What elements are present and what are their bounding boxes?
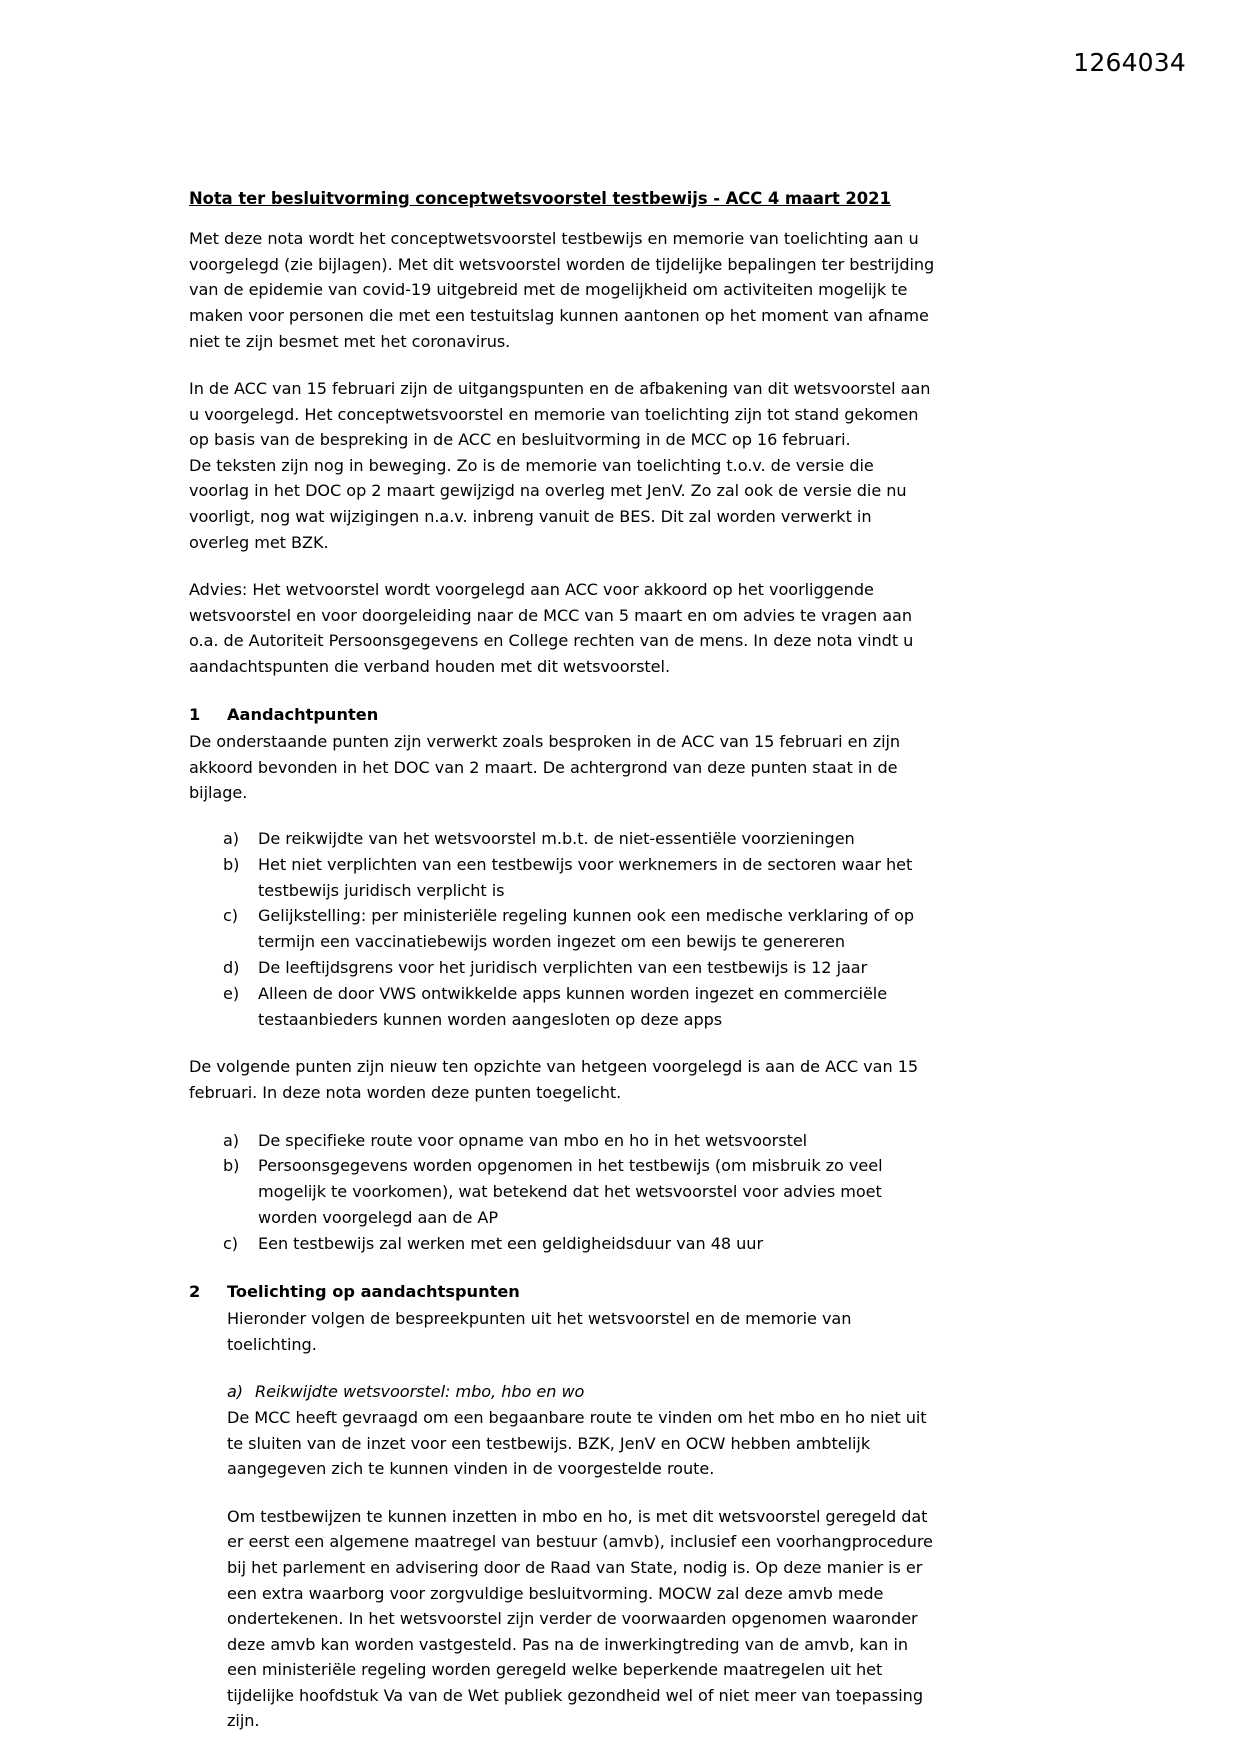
advies-paragraph: Advies: Het wetvoorstel wordt voorgelegd aan ACC voor akkoord op het voorliggende wetsvoorstel en voor doorgeleiding naar de MCC van 5 maart en om advies te vragen aan o.a. de Autoriteit Persoonsgegevens en College rechten van de mens. In deze nota vindt u aandachtspunten die verband houden met dit wetsvoorstel. [189,580,914,677]
section-number-1: 1 [189,704,201,724]
list-item-text: De reikwijdte van het wetsvoorstel m.b.t. de niet-essentiële voorzieningen [258,829,855,849]
list-marker: e) [223,983,240,1003]
list-item [223,903,935,955]
list-item-text: Alleen de door VWS ontwikkelde apps kunnen worden ingezet en commerciële testaanbieders kunnen worden aangesloten op deze apps [258,983,888,1029]
section-heading-2 [189,1279,935,1305]
section-label-1: Aandachtpunten [227,704,379,724]
list-item-text: Persoonsgegevens worden opgenomen in het testbewijs (om misbruik zo veel mogelijk te voorkomen), wat betekend dat het wetsvoorstel voor advies moet worden voorgelegd aan de AP [258,1156,883,1227]
subsection-title-text: Reikwijdte wetsvoorstel: mbo, hbo en wo [255,1382,585,1402]
list-item [223,1231,935,1257]
subsection-a-paragraph-1: De MCC heeft gevraagd om een begaanbare route te vinden om het mbo en ho niet uit te sluiten van de inzet voor een testbewijs. BZK, JenV en OCW hebben ambtelijk aangegeven zich te kunnen vinden in de voorgestelde route. [227,1407,927,1479]
list-item [223,852,935,904]
list-item-text: Het niet verplichten van een testbewijs voor werknemers in de sectoren waar het testbewijs juridisch verplicht is [258,854,913,900]
list-marker: b) [223,1156,240,1176]
aandachtpunten-list-two [189,1128,935,1257]
list-marker: a) [223,1130,240,1150]
list-marker: a) [223,829,240,849]
list-marker: c) [223,906,239,926]
list-item-text: De specifieke route voor opname van mbo en ho in het wetsvoorstel [258,1130,808,1150]
section-1-lead: De onderstaande punten zijn verwerkt zoals besproken in de ACC van 15 februari en zijn akkoord bevonden in het DOC van 2 maart. De achtergrond van deze punten staat in de bijlage. [189,732,901,803]
aandachtpunten-list-one [189,826,935,1032]
intro-paragraph-1: Met deze nota wordt het conceptwetsvoorstel testbewijs en memorie van toelichting aan u voorgelegd (zie bijlagen). Met dit wetsvoorstel worden de tijdelijke bepalingen ter bestrijding van de epidemie van covid-19 uitgebreid met de mogelijkheid om activiteiten mogelijk te maken voor personen die met een testuitslag kunnen aantonen op het moment van afname niet te zijn besmet met het coronavirus. [189,229,935,351]
intro-paragraph-3: De teksten zijn nog in beweging. Zo is de memorie van toelichting t.o.v. de versie die voorlag in het DOC op 2 maart gewijzigd na overleg met JenV. Zo zal ook de versie die nu voorligt, nog wat wijzigingen n.a.v. inbreng vanuit de BES. Dit zal worden verwerkt in overleg met BZK. [189,455,907,552]
section-1-mid-paragraph: De volgende punten zijn nieuw ten opzichte van hetgeen voorgelegd is aan de ACC van 15 februari. In deze nota worden deze punten toegelicht. [189,1057,919,1102]
section-label-2: Toelichting op aandachtspunten [227,1281,520,1301]
list-item-text: De leeftijdsgrens voor het juridisch verplichten van een testbewijs is 12 jaar [258,958,868,977]
section-heading-1 [189,702,935,728]
list-item [223,826,935,852]
list-item-text: Gelijkstelling: per ministeriële regeling kunnen ook een medische verklaring of op termijn een vaccinatiebewijs worden ingezet om een bewijs te genereren [258,906,915,952]
subsection-marker: a) [227,1382,244,1402]
list-marker: d) [223,958,240,977]
list-marker: c) [223,1233,239,1253]
list-item-text: Een testbewijs zal werken met een geldigheidsduur van 48 uur [258,1233,764,1253]
list-item [223,1153,935,1230]
document-title: Nota ter besluitvorming conceptwetsvoorstel testbewijs - ACC 4 maart 2021 [189,189,891,208]
section-2-lead: Hieronder volgen de bespreekpunten uit het wetsvoorstel en de memorie van toelichting. [227,1309,852,1354]
section-number-2: 2 [189,1281,201,1301]
intro-paragraph-2: In de ACC van 15 februari zijn de uitgangspunten en de afbakening van dit wetsvoorstel aan u voorgelegd. Het conceptwetsvoorstel en memorie van toelichting zijn tot stand gekomen op basis van de bespreking in de ACC en besluitvorming in de MCC op 16 februari. [189,379,931,450]
list-item [223,1128,935,1154]
list-marker: b) [223,854,240,874]
subsection-a-title [227,1379,935,1405]
section-2-content [227,1306,935,1734]
list-item [223,955,935,981]
document-number: 1264034 [1073,48,1186,77]
subsection-a-paragraph-2: Om testbewijzen te kunnen inzetten in mbo en ho, is met dit wetsvoorstel geregeld dat er eerst een algemene maatregel van bestuur (amvb), inclusief een voorhangprocedure bij het parlement en advisering door de Raad van State, nodig is. Op deze manier is er een extra waarborg voor zorgvuldige besluitvorming. MOCW zal deze amvb mede ondertekenen. In het wetsvoorstel zijn verder de voorwaarden opgenomen waaronder deze amvb kan worden vastgesteld. Pas na de inwerkingtreding van de amvb, kan in een ministeriële regeling worden geregeld welke beperkende maatregelen uit het tijdelijke hoofdstuk Va van de Wet publiek gezondheid wel of niet meer van toepassing zijn. [227,1506,933,1731]
document-body [189,188,935,1756]
list-item [223,981,935,1033]
